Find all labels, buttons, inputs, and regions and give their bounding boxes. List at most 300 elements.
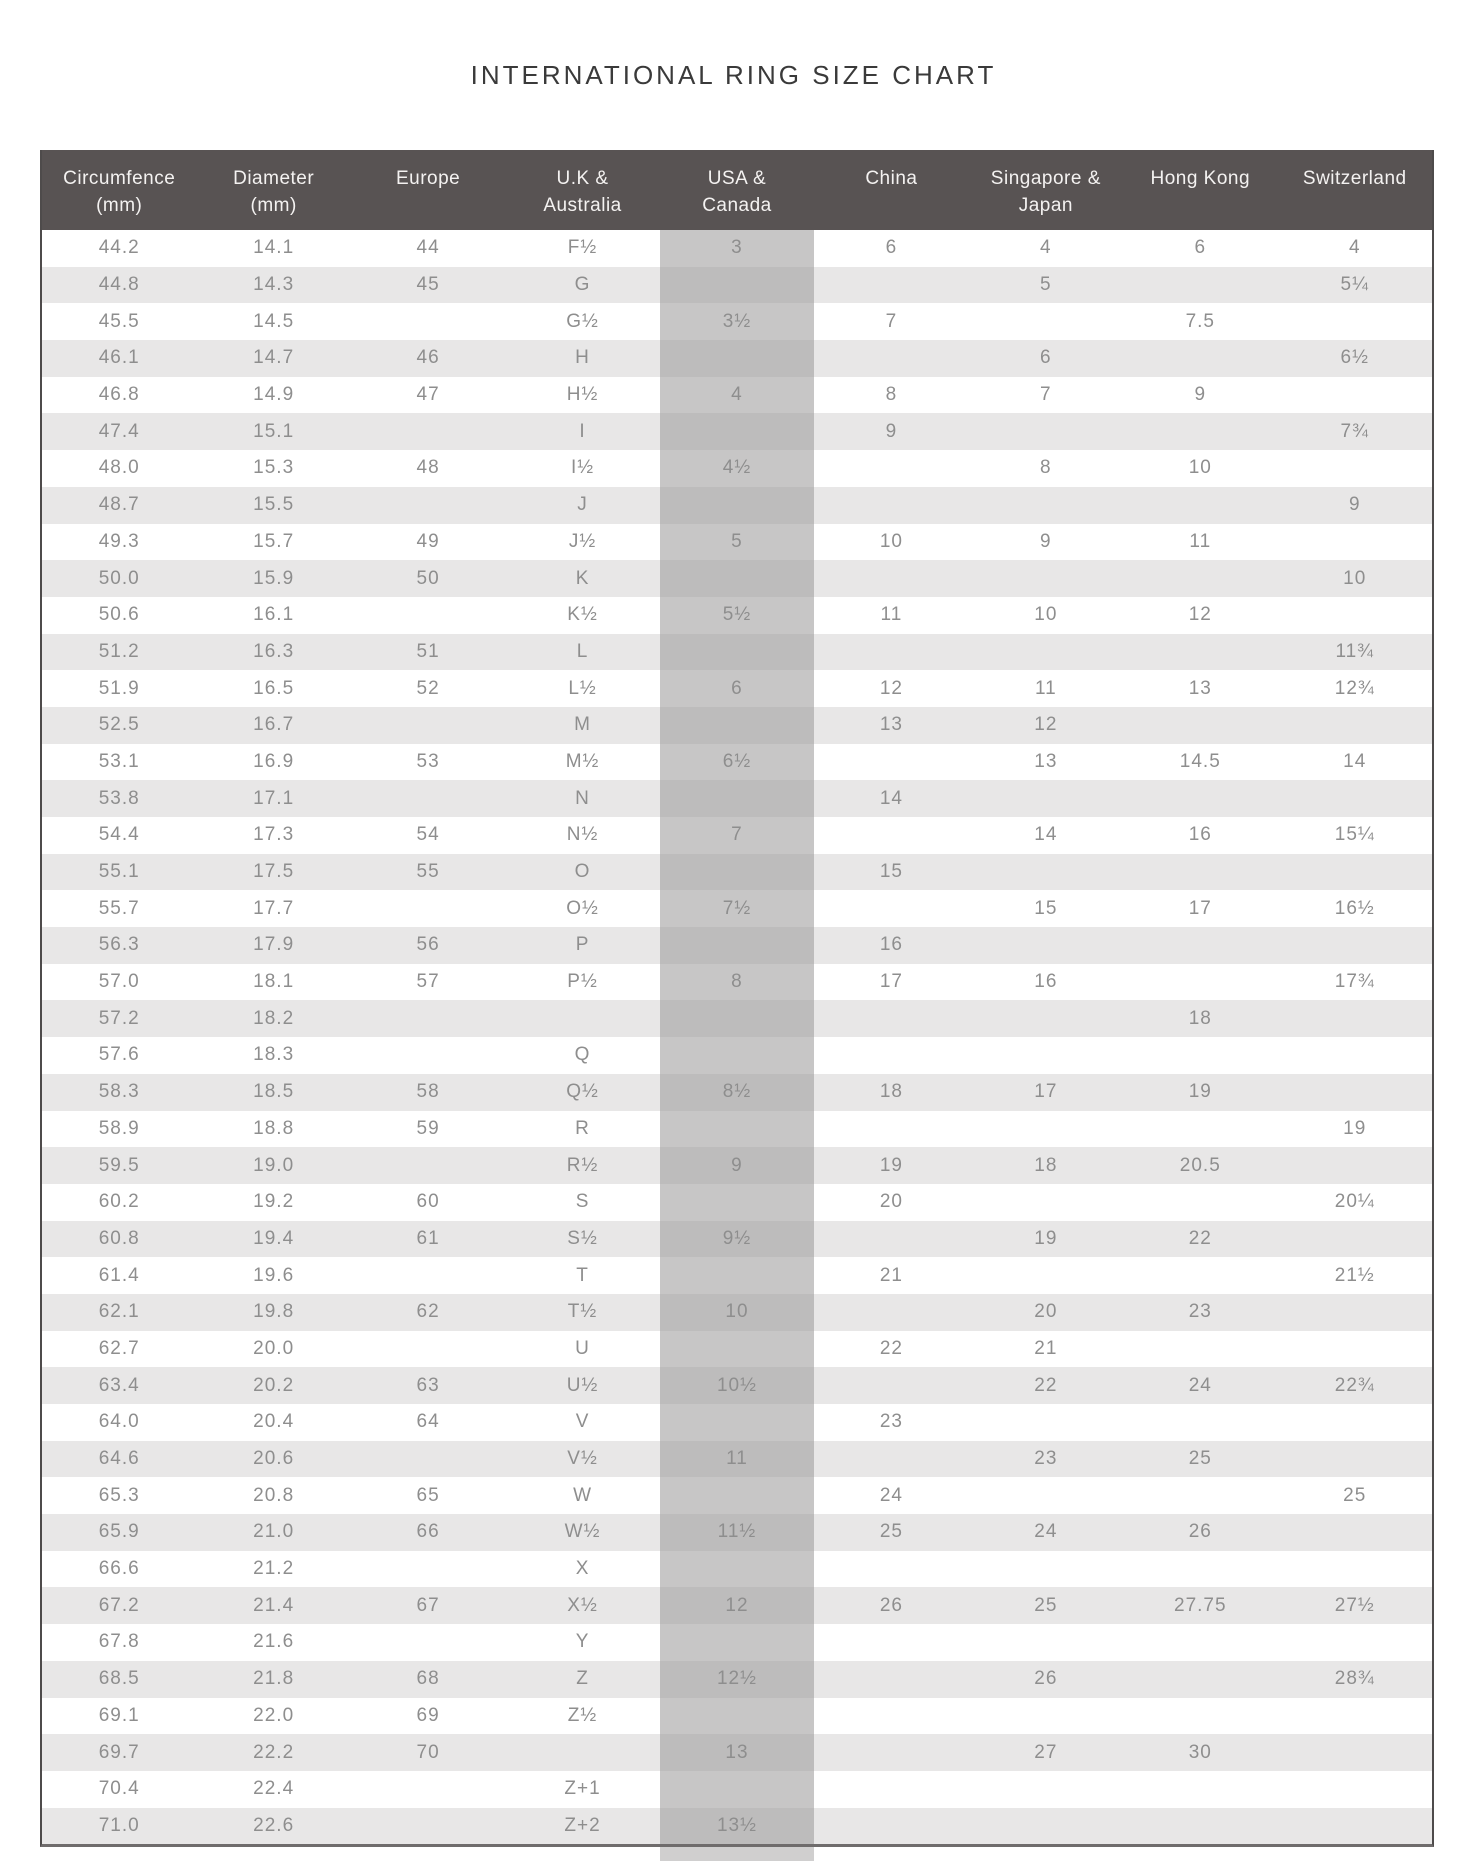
table-cell: 20¼ <box>1278 1184 1433 1221</box>
table-cell: 5 <box>969 267 1123 304</box>
table-cell: 21.6 <box>196 1624 350 1661</box>
table-row <box>42 1661 1432 1698</box>
table-cell: 11 <box>814 597 968 634</box>
table-cell: K <box>505 560 659 597</box>
table-cell: 17 <box>969 1074 1123 1111</box>
table-cell: 9½ <box>660 1221 814 1258</box>
table-cell: 4 <box>1278 230 1433 267</box>
table-cell: T½ <box>505 1294 659 1331</box>
table-cell: 50 <box>351 560 505 597</box>
table-cell: 57.0 <box>42 964 196 1001</box>
table-cell: 27 <box>969 1734 1123 1771</box>
table-cell <box>1278 377 1433 414</box>
table-cell: 63.4 <box>42 1367 196 1404</box>
table-cell <box>1123 1624 1277 1661</box>
table-cell: 7¾ <box>1278 413 1433 450</box>
table-cell <box>1278 1551 1433 1588</box>
table-cell: 18.2 <box>196 1000 350 1037</box>
table-row <box>42 927 1432 964</box>
table-cell: 17.7 <box>196 890 350 927</box>
table-cell: V <box>505 1404 659 1441</box>
table-cell: 27.75 <box>1123 1587 1277 1624</box>
table-cell: 10 <box>1278 560 1433 597</box>
table-row <box>42 303 1432 340</box>
table-cell: 19 <box>1123 1074 1277 1111</box>
table-cell: J½ <box>505 524 659 561</box>
table-cell <box>1278 1441 1433 1478</box>
table-cell <box>1123 560 1277 597</box>
table-cell: M <box>505 707 659 744</box>
table-cell: Z+2 <box>505 1808 659 1845</box>
table-cell <box>660 1477 814 1514</box>
table-cell <box>969 1404 1123 1441</box>
table-cell: 3 <box>660 230 814 267</box>
table-cell: 6½ <box>660 744 814 781</box>
table-cell: 58.3 <box>42 1074 196 1111</box>
table-row <box>42 1294 1432 1331</box>
table-cell: 12½ <box>660 1661 814 1698</box>
table-row <box>42 1698 1432 1735</box>
table-cell: 59.5 <box>42 1147 196 1184</box>
table-cell <box>660 1184 814 1221</box>
table-cell: 59 <box>351 1111 505 1148</box>
table-cell: 15 <box>814 854 968 891</box>
table-cell: 57.6 <box>42 1037 196 1074</box>
table-cell: 17.5 <box>196 854 350 891</box>
table-cell: 67 <box>351 1587 505 1624</box>
table-row <box>42 487 1432 524</box>
table-cell <box>814 817 968 854</box>
table-row <box>42 1221 1432 1258</box>
table-cell: 51.9 <box>42 670 196 707</box>
table-cell: 16 <box>969 964 1123 1001</box>
table-cell: 16.7 <box>196 707 350 744</box>
table-cell: 67.2 <box>42 1587 196 1624</box>
table-cell: P½ <box>505 964 659 1001</box>
table-row <box>42 1184 1432 1221</box>
table-cell: 5½ <box>660 597 814 634</box>
table-cell <box>814 1624 968 1661</box>
table-cell: 60.8 <box>42 1221 196 1258</box>
table-cell <box>1278 1698 1433 1735</box>
table-cell <box>1123 1551 1277 1588</box>
table-cell <box>660 1331 814 1368</box>
table-row <box>42 670 1432 707</box>
table-cell: 22 <box>814 1331 968 1368</box>
table-cell: 19.0 <box>196 1147 350 1184</box>
table-cell: 22.6 <box>196 1808 350 1845</box>
table-cell <box>814 267 968 304</box>
table-cell: 6 <box>969 340 1123 377</box>
table-cell: 65 <box>351 1477 505 1514</box>
table-cell: U <box>505 1331 659 1368</box>
table-cell: 7.5 <box>1123 303 1277 340</box>
table-cell: O <box>505 854 659 891</box>
table-cell: 18.8 <box>196 1111 350 1148</box>
table-cell: 58.9 <box>42 1111 196 1148</box>
table-cell: 46.8 <box>42 377 196 414</box>
table-cell <box>1278 597 1433 634</box>
table-cell: 49.3 <box>42 524 196 561</box>
table-cell: 64 <box>351 1404 505 1441</box>
table-cell <box>969 927 1123 964</box>
table-cell <box>814 1551 968 1588</box>
table-row <box>42 1037 1432 1074</box>
table-cell: 71.0 <box>42 1808 196 1845</box>
table-cell <box>814 744 968 781</box>
table-cell <box>814 340 968 377</box>
table-cell <box>969 1624 1123 1661</box>
table-cell: 23 <box>1123 1294 1277 1331</box>
table-cell: 15.3 <box>196 450 350 487</box>
table-cell <box>1278 707 1433 744</box>
table-cell <box>351 1808 505 1845</box>
table-cell <box>1123 927 1277 964</box>
table-cell: 11 <box>1123 524 1277 561</box>
table-cell <box>351 1257 505 1294</box>
table-cell: G <box>505 267 659 304</box>
table-cell <box>660 854 814 891</box>
table-cell: 46.1 <box>42 340 196 377</box>
table-row <box>42 890 1432 927</box>
table-row <box>42 340 1432 377</box>
table-cell: 17.1 <box>196 780 350 817</box>
table-cell: 19 <box>969 1221 1123 1258</box>
table-cell: 9 <box>814 413 968 450</box>
table-cell <box>814 1037 968 1074</box>
table-cell: 58 <box>351 1074 505 1111</box>
table-cell: 10 <box>969 597 1123 634</box>
table-cell: 14.5 <box>1123 744 1277 781</box>
table-cell: 9 <box>660 1147 814 1184</box>
table-cell: 3½ <box>660 303 814 340</box>
table-cell <box>660 1698 814 1735</box>
table-cell <box>1123 1771 1277 1808</box>
table-cell: 15.1 <box>196 413 350 450</box>
table-cell: 15.5 <box>196 487 350 524</box>
column-header-singapore-japan: Singapore & Japan <box>969 150 1123 230</box>
table-cell: 62.1 <box>42 1294 196 1331</box>
table-cell: 19.6 <box>196 1257 350 1294</box>
table-cell: 62.7 <box>42 1331 196 1368</box>
table-cell: 26 <box>814 1587 968 1624</box>
table-cell: 25 <box>969 1587 1123 1624</box>
table-cell: 7 <box>660 817 814 854</box>
table-cell <box>1123 1111 1277 1148</box>
table-cell: 68.5 <box>42 1661 196 1698</box>
table-cell: 7½ <box>660 890 814 927</box>
table-row <box>42 1147 1432 1184</box>
table-cell: 13 <box>814 707 968 744</box>
table-cell <box>1278 524 1433 561</box>
table-cell: 17.3 <box>196 817 350 854</box>
table-cell <box>814 1294 968 1331</box>
table-cell <box>351 1037 505 1074</box>
table-cell: 16 <box>814 927 968 964</box>
table-cell: 52 <box>351 670 505 707</box>
table-cell: 22 <box>1123 1221 1277 1258</box>
table-cell: 20.5 <box>1123 1147 1277 1184</box>
table-cell <box>1123 1184 1277 1221</box>
table-cell <box>969 1184 1123 1221</box>
table-cell <box>660 560 814 597</box>
table-cell: 21.8 <box>196 1661 350 1698</box>
table-cell: S <box>505 1184 659 1221</box>
table-cell: 51.2 <box>42 634 196 671</box>
table-cell <box>1123 854 1277 891</box>
table-cell <box>351 1147 505 1184</box>
table-cell <box>1278 780 1433 817</box>
table-cell <box>814 487 968 524</box>
table-cell <box>660 634 814 671</box>
table-cell: 52.5 <box>42 707 196 744</box>
table-cell <box>1123 964 1277 1001</box>
table-row <box>42 1771 1432 1808</box>
table-cell <box>969 1551 1123 1588</box>
table-cell: R <box>505 1111 659 1148</box>
table-cell <box>1123 267 1277 304</box>
table-cell: M½ <box>505 744 659 781</box>
table-cell <box>814 1367 968 1404</box>
table-row <box>42 560 1432 597</box>
table-cell <box>660 1257 814 1294</box>
table-cell: 21 <box>969 1331 1123 1368</box>
table-cell <box>505 1000 659 1037</box>
table-cell: 21 <box>814 1257 968 1294</box>
table-cell <box>351 1000 505 1037</box>
table-row <box>42 1111 1432 1148</box>
table-cell: 63 <box>351 1367 505 1404</box>
table-cell <box>1278 1734 1433 1771</box>
column-header-uk-australia: U.K & Australia <box>505 150 659 230</box>
table-cell: H <box>505 340 659 377</box>
column-header-diameter-mm: Diameter (mm) <box>196 150 350 230</box>
column-header-switzerland: Switzerland <box>1278 150 1433 230</box>
table-cell: N <box>505 780 659 817</box>
table-cell: 66 <box>351 1514 505 1551</box>
column-header-europe: Europe <box>351 150 505 230</box>
table-cell: I <box>505 413 659 450</box>
table-cell: 14.9 <box>196 377 350 414</box>
table-cell: 23 <box>814 1404 968 1441</box>
table-cell <box>351 597 505 634</box>
table-cell: 13½ <box>660 1808 814 1845</box>
table-cell: 53.8 <box>42 780 196 817</box>
table-cell: 11½ <box>660 1514 814 1551</box>
table-cell <box>351 1624 505 1661</box>
table-cell: 50.0 <box>42 560 196 597</box>
table-cell: 5¼ <box>1278 267 1433 304</box>
table-cell <box>969 1111 1123 1148</box>
table-cell: Q½ <box>505 1074 659 1111</box>
table-row <box>42 1808 1432 1845</box>
table-cell <box>969 780 1123 817</box>
table-cell: 70 <box>351 1734 505 1771</box>
table-cell: 20 <box>969 1294 1123 1331</box>
table-cell <box>969 1257 1123 1294</box>
table-row <box>42 1441 1432 1478</box>
table-cell <box>1278 1624 1433 1661</box>
table-cell: 25 <box>814 1514 968 1551</box>
table-row <box>42 707 1432 744</box>
table-cell: 15.9 <box>196 560 350 597</box>
table-header <box>42 150 1432 230</box>
table-cell: 47.4 <box>42 413 196 450</box>
table-row <box>42 230 1432 267</box>
table-cell: 30 <box>1123 1734 1277 1771</box>
table-row <box>42 597 1432 634</box>
table-cell <box>1278 927 1433 964</box>
table-cell <box>1278 1147 1433 1184</box>
table-row <box>42 780 1432 817</box>
column-header-usa-canada: USA & Canada <box>660 150 814 230</box>
table-cell: 53.1 <box>42 744 196 781</box>
table-cell: 18.1 <box>196 964 350 1001</box>
table-cell <box>969 1037 1123 1074</box>
table-cell <box>1278 450 1433 487</box>
table-cell <box>969 1477 1123 1514</box>
table-cell <box>1123 1257 1277 1294</box>
table-cell: 20.0 <box>196 1331 350 1368</box>
table-cell: 66.6 <box>42 1551 196 1588</box>
table-cell: 55.7 <box>42 890 196 927</box>
table-cell <box>814 1441 968 1478</box>
table-cell: 16 <box>1123 817 1277 854</box>
table-cell: 13 <box>969 744 1123 781</box>
table-cell: Z+1 <box>505 1771 659 1808</box>
table-row <box>42 964 1432 1001</box>
table-cell: 60 <box>351 1184 505 1221</box>
table-cell <box>1278 1808 1433 1845</box>
table-cell: 45.5 <box>42 303 196 340</box>
table-header-row <box>42 150 1432 230</box>
table-cell: 8½ <box>660 1074 814 1111</box>
table-cell: 21.2 <box>196 1551 350 1588</box>
table-cell <box>660 707 814 744</box>
table-cell: 22.0 <box>196 1698 350 1735</box>
table-cell: 57 <box>351 964 505 1001</box>
table-cell: 19.4 <box>196 1221 350 1258</box>
table-cell: 27½ <box>1278 1587 1433 1624</box>
table-cell: 11 <box>660 1441 814 1478</box>
table-cell: P <box>505 927 659 964</box>
table-cell: 14 <box>814 780 968 817</box>
table-cell: 6 <box>814 230 968 267</box>
table-cell: Z½ <box>505 1698 659 1735</box>
table-cell: 20.8 <box>196 1477 350 1514</box>
table-row <box>42 267 1432 304</box>
table-row <box>42 1477 1432 1514</box>
table-cell: L½ <box>505 670 659 707</box>
table-cell: 10 <box>1123 450 1277 487</box>
table-cell <box>351 707 505 744</box>
table-row <box>42 1257 1432 1294</box>
table-cell: 14.7 <box>196 340 350 377</box>
table-cell: 9 <box>969 524 1123 561</box>
table-row <box>42 1404 1432 1441</box>
table-cell: U½ <box>505 1367 659 1404</box>
table-cell: 19.2 <box>196 1184 350 1221</box>
table-row <box>42 1587 1432 1624</box>
table-cell: 18 <box>814 1074 968 1111</box>
table-cell <box>660 1551 814 1588</box>
table-cell: 19 <box>1278 1111 1433 1148</box>
table-cell: 67.8 <box>42 1624 196 1661</box>
table-cell: 16.5 <box>196 670 350 707</box>
table-cell: 9 <box>1123 377 1277 414</box>
table-cell: 23 <box>969 1441 1123 1478</box>
table-cell <box>1123 707 1277 744</box>
table-cell <box>969 303 1123 340</box>
table-cell <box>969 1771 1123 1808</box>
table-cell: 21.4 <box>196 1587 350 1624</box>
table-cell: W½ <box>505 1514 659 1551</box>
table-cell <box>1278 1000 1433 1037</box>
table-cell: Y <box>505 1624 659 1661</box>
table-cell: 6 <box>1123 230 1277 267</box>
table-cell: 25 <box>1278 1477 1433 1514</box>
table-cell <box>814 1661 968 1698</box>
table-row <box>42 1734 1432 1771</box>
table-cell: 44.2 <box>42 230 196 267</box>
table-cell: 50.6 <box>42 597 196 634</box>
table-cell: K½ <box>505 597 659 634</box>
table-cell: 22.2 <box>196 1734 350 1771</box>
table-cell: 61 <box>351 1221 505 1258</box>
table-cell <box>1123 1661 1277 1698</box>
table-cell <box>969 1000 1123 1037</box>
table-cell <box>969 1698 1123 1735</box>
table-cell: 24 <box>1123 1367 1277 1404</box>
table-cell <box>660 1624 814 1661</box>
table-cell: 12 <box>969 707 1123 744</box>
table-cell: 60.2 <box>42 1184 196 1221</box>
table-cell: X½ <box>505 1587 659 1624</box>
table-cell <box>351 1331 505 1368</box>
table-row <box>42 1514 1432 1551</box>
table-cell <box>660 780 814 817</box>
table-cell: 61.4 <box>42 1257 196 1294</box>
table-cell <box>1278 1514 1433 1551</box>
table-cell: 17 <box>1123 890 1277 927</box>
table-cell <box>1123 487 1277 524</box>
table-cell <box>1278 1074 1433 1111</box>
table-cell <box>969 413 1123 450</box>
table-cell: 8 <box>814 377 968 414</box>
table-cell <box>351 1551 505 1588</box>
table-cell <box>1278 303 1433 340</box>
table-cell: 57.2 <box>42 1000 196 1037</box>
table-cell <box>1278 1404 1433 1441</box>
column-header-hong-kong: Hong Kong <box>1123 150 1277 230</box>
table-cell <box>1278 1331 1433 1368</box>
table-cell: 55 <box>351 854 505 891</box>
table-cell: 18 <box>1123 1000 1277 1037</box>
table-cell: 44.8 <box>42 267 196 304</box>
table-cell: N½ <box>505 817 659 854</box>
table-cell: 14 <box>969 817 1123 854</box>
table-cell: 16.9 <box>196 744 350 781</box>
table-cell: 28¾ <box>1278 1661 1433 1698</box>
page-title: INTERNATIONAL RING SIZE CHART <box>470 60 997 90</box>
table-cell: 65.9 <box>42 1514 196 1551</box>
table-cell: 20 <box>814 1184 968 1221</box>
table-row <box>42 413 1432 450</box>
table-cell <box>1123 634 1277 671</box>
table-cell: 14.1 <box>196 230 350 267</box>
table-cell <box>814 560 968 597</box>
table-cell: 46 <box>351 340 505 377</box>
